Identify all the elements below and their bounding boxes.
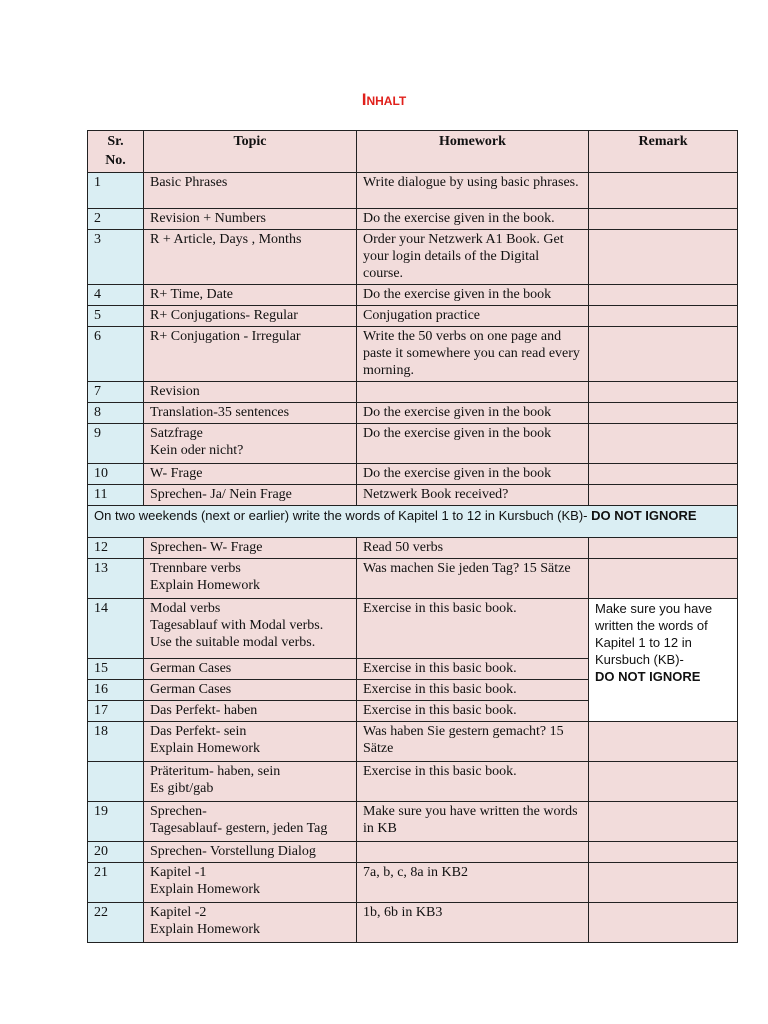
sr-no-cell: 21 <box>88 863 144 903</box>
topic-line: Sprechen- W- Frage <box>150 540 263 555</box>
topic-line: R + Article, Days , Months <box>150 232 302 247</box>
homework-cell: Read 50 verbs <box>357 538 589 559</box>
topic-cell <box>144 464 357 485</box>
topic-line: Explain Homework <box>150 922 261 937</box>
homework-cell: Exercise in this basic book. <box>357 701 589 722</box>
remark-text: Make sure you have written the words of Kapitel 1 to 12 in Kursbuch (KB)- <box>595 601 713 667</box>
topic-cell <box>144 382 357 403</box>
topic-line: Kein oder nicht? <box>150 443 244 458</box>
topic-line: R+ Conjugations- Regular <box>150 308 298 323</box>
table-row <box>88 903 738 943</box>
remark-cell <box>589 863 738 903</box>
topic-cell <box>144 802 357 842</box>
topic-cell <box>144 327 357 382</box>
topic-line: Sprechen- Vorstellung Dialog <box>150 844 316 859</box>
sr-no-cell: 7 <box>88 382 144 403</box>
sr-no-cell: 14 <box>88 599 144 659</box>
homework-cell <box>357 382 589 403</box>
table-row <box>88 722 738 762</box>
remark-emphasis: DO NOT IGNORE <box>595 669 701 684</box>
topic-cell <box>144 209 357 230</box>
homework-cell: Conjugation practice <box>357 306 589 327</box>
sr-no-cell: 11 <box>88 485 144 506</box>
remark-cell <box>589 538 738 559</box>
remark-cell <box>589 802 738 842</box>
sr-no-cell: 19 <box>88 802 144 842</box>
topic-line: Revision <box>150 384 200 399</box>
homework-cell: 7a, b, c, 8a in KB2 <box>357 863 589 903</box>
topic-line: Sprechen- <box>150 804 207 819</box>
remark-cell <box>589 306 738 327</box>
header-homework: Homework <box>357 131 589 173</box>
homework-cell: Exercise in this basic book. <box>357 762 589 802</box>
table-row <box>88 424 738 464</box>
remark-cell <box>589 209 738 230</box>
notice-emphasis: DO NOT IGNORE <box>591 508 697 523</box>
topic-cell <box>144 306 357 327</box>
homework-cell: Exercise in this basic book. <box>357 659 589 680</box>
sr-no-cell: 13 <box>88 559 144 599</box>
topic-line: Trennbare verbs <box>150 561 241 576</box>
remark-cell <box>589 464 738 485</box>
sr-no-cell: 4 <box>88 285 144 306</box>
sr-no-cell: 12 <box>88 538 144 559</box>
topic-line: Das Perfekt- haben <box>150 703 258 718</box>
topic-line: R+ Time, Date <box>150 287 233 302</box>
notice-cell <box>88 506 738 538</box>
topic-cell <box>144 559 357 599</box>
sr-no-cell: 9 <box>88 424 144 464</box>
homework-cell: Order your Netzwerk A1 Book. Get your login details of the Digital course. <box>357 230 589 285</box>
remark-cell <box>589 285 738 306</box>
topic-line: Basic Phrases <box>150 175 228 190</box>
remark-cell <box>589 762 738 802</box>
sr-no-cell: 1 <box>88 173 144 209</box>
remark-cell <box>589 424 738 464</box>
topic-cell <box>144 285 357 306</box>
header-topic: Topic <box>144 131 357 173</box>
header-row <box>88 131 738 173</box>
topic-cell <box>144 173 357 209</box>
topic-line: W- Frage <box>150 466 203 481</box>
table-row <box>88 762 738 802</box>
remark-cell <box>589 722 738 762</box>
homework-cell: Write the 50 verbs on one page and paste it somewhere you can read every morning. <box>357 327 589 382</box>
homework-cell: Was machen Sie jeden Tag? 15 Sätze <box>357 559 589 599</box>
topic-cell <box>144 863 357 903</box>
topic-line: Explain Homework <box>150 741 261 756</box>
sr-no-cell: 3 <box>88 230 144 285</box>
topic-cell <box>144 538 357 559</box>
table-row <box>88 306 738 327</box>
topic-cell <box>144 701 357 722</box>
topic-cell <box>144 424 357 464</box>
table-row <box>88 285 738 306</box>
homework-cell <box>357 842 589 863</box>
topic-line: Kapitel -2 <box>150 905 207 920</box>
table-row <box>88 599 738 659</box>
topic-line: Das Perfekt- sein <box>150 724 247 739</box>
topic-line: Satzfrage <box>150 426 203 441</box>
topic-cell <box>144 485 357 506</box>
table-row <box>88 230 738 285</box>
topic-line: Explain Homework <box>150 578 261 593</box>
table-row <box>88 842 738 863</box>
topic-cell <box>144 842 357 863</box>
topic-line: Präteritum- haben, sein <box>150 764 281 779</box>
homework-cell: Do the exercise given in the book <box>357 403 589 424</box>
table-row <box>88 173 738 209</box>
sr-no-cell <box>88 762 144 802</box>
homework-cell: Do the exercise given in the book <box>357 285 589 306</box>
topic-cell <box>144 403 357 424</box>
homework-cell: Do the exercise given in the book. <box>357 209 589 230</box>
topic-cell <box>144 762 357 802</box>
sr-no-cell: 10 <box>88 464 144 485</box>
homework-cell: Do the exercise given in the book <box>357 424 589 464</box>
sr-no-cell: 2 <box>88 209 144 230</box>
remark-cell <box>589 559 738 599</box>
sr-no-cell: 6 <box>88 327 144 382</box>
topic-line: Revision + Numbers <box>150 211 266 226</box>
topic-line: German Cases <box>150 661 232 676</box>
topic-line: Translation-35 sentences <box>150 405 290 420</box>
sr-no-cell: 15 <box>88 659 144 680</box>
page-title: Inhalt <box>361 90 407 109</box>
table-row <box>88 559 738 599</box>
remark-cell <box>589 230 738 285</box>
topic-line: Modal verbs <box>150 601 221 616</box>
remark-cell <box>589 382 738 403</box>
remark-cell <box>589 485 738 506</box>
homework-cell: Netzwerk Book received? <box>357 485 589 506</box>
topic-cell <box>144 230 357 285</box>
table-row <box>88 863 738 903</box>
topic-line: R+ Conjugation - Irregular <box>150 329 301 344</box>
topic-line: Use the suitable modal verbs. <box>150 635 316 650</box>
sr-no-cell: 16 <box>88 680 144 701</box>
remark-cell <box>589 403 738 424</box>
notice-text: On two weekends (next or earlier) write the words of Kapitel 1 to 12 in Kursbuch (KB)- <box>94 508 592 523</box>
sr-no-cell: 18 <box>88 722 144 762</box>
homework-cell: 1b, 6b in KB3 <box>357 903 589 943</box>
topic-line: Explain Homework <box>150 882 261 897</box>
topic-cell <box>144 659 357 680</box>
homework-cell: Was haben Sie gestern gemacht? 15 Sätze <box>357 722 589 762</box>
table-row <box>88 209 738 230</box>
contents-table <box>87 130 738 943</box>
homework-cell: Exercise in this basic book. <box>357 680 589 701</box>
topic-line: Sprechen- Ja/ Nein Frage <box>150 487 292 502</box>
topic-line: Kapitel -1 <box>150 865 207 880</box>
sr-no-cell: 8 <box>88 403 144 424</box>
remark-cell <box>589 327 738 382</box>
remark-cell <box>589 173 738 209</box>
header-remark: Remark <box>589 131 738 173</box>
topic-line: Es gibt/gab <box>150 781 214 796</box>
topic-line: Tagesablauf- gestern, jeden Tag <box>150 821 328 836</box>
topic-line: German Cases <box>150 682 232 697</box>
homework-cell: Write dialogue by using basic phrases. <box>357 173 589 209</box>
table-row <box>88 382 738 403</box>
homework-cell: Make sure you have written the words in KB <box>357 802 589 842</box>
table-row <box>88 538 738 559</box>
homework-cell: Exercise in this basic book. <box>357 599 589 659</box>
sr-no-cell: 22 <box>88 903 144 943</box>
sr-no-cell: 17 <box>88 701 144 722</box>
remark-cell <box>589 842 738 863</box>
topic-cell <box>144 680 357 701</box>
table-row <box>88 403 738 424</box>
topic-line: Tagesablauf with Modal verbs. <box>150 618 324 633</box>
topic-cell <box>144 722 357 762</box>
header-sr-no: Sr. No. <box>88 131 144 173</box>
homework-cell: Do the exercise given in the book <box>357 464 589 485</box>
table-row <box>88 464 738 485</box>
topic-cell <box>144 903 357 943</box>
table-row <box>88 802 738 842</box>
topic-cell <box>144 599 357 659</box>
remark-cell <box>589 903 738 943</box>
table-row <box>88 327 738 382</box>
sr-no-cell: 5 <box>88 306 144 327</box>
sr-no-cell: 20 <box>88 842 144 863</box>
notice-row <box>88 506 738 538</box>
table-row <box>88 485 738 506</box>
remark-cell <box>589 599 738 722</box>
